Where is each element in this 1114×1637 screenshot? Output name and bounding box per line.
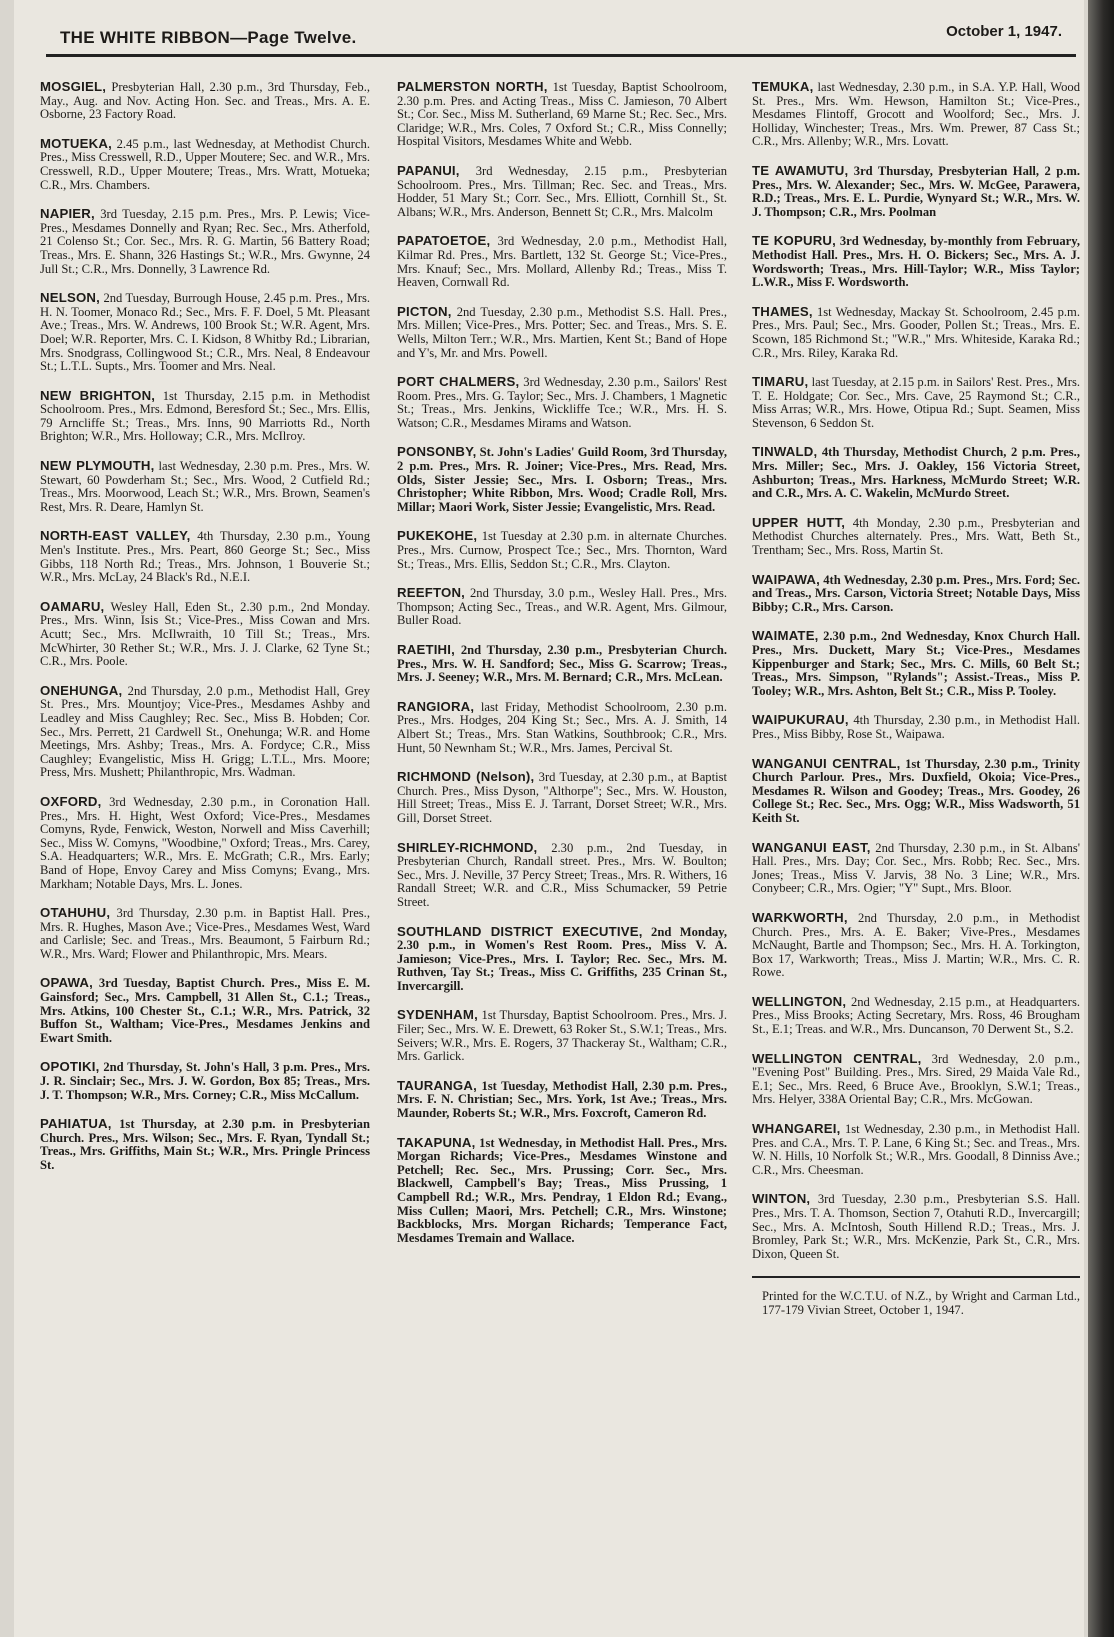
branch-details: 2.30 p.m., 2nd Tuesday, in Presbyterian Church, Randall street. Pres., Mrs. W. Boulton; Sec., Mrs. J. Neville, 37 Percy Street; Treas., Mrs. R. Withers, 16 Randall Street; W.R. and C.R., Miss Schumacker, 59 Petrie Street. (397, 840, 727, 909)
branch-details: 2nd Thursday, 2.30 p.m., Presbyterian Church. Pres., Mrs. W. H. Sandford; Sec., Miss G. Scarrow; Treas., Mrs. J. Seeney; W.R., Mrs. M. Bernard; C.R., Mrs. McLean. (397, 643, 727, 685)
branch-name: TINWALD, (752, 444, 818, 460)
branch-name: TIMARU, (752, 374, 809, 390)
running-head: THE WHITE RIBBON—Page Twelve. (60, 28, 357, 47)
branch-name: TE KOPURU, (752, 233, 837, 249)
branch-name: MOSGIEL, (40, 79, 107, 94)
branch-details: 2nd Thursday, 2.30 p.m., in St. Albans' Hall. Pres., Mrs. Day; Cor. Sec., Mrs. Robb; Rec. Sec., Mrs. Jones; Treas., Miss V. Jarvis, 38 No. 3 Line; W.R., Mrs. Conybeer; C.R., Mrs. Ogier; "Y" Supt., Mrs. Bloor. (752, 840, 1080, 896)
branch-name: NORTH-EAST VALLEY, (40, 528, 191, 544)
branch-name: ONEHUNGA, (40, 682, 123, 698)
branch-details: 1st Tuesday, Methodist Hall, 2.30 p.m. Pres., Mrs. F. N. Christian; Sec., Mrs. York, 1st Ave.; Treas., Mrs. Maunder, Roberts St.; W.R., Mrs. Foxcroft, Cameron Rd. (397, 1078, 727, 1121)
column-3 (752, 80, 1080, 1318)
branch-details: 3rd Wednesday, 2.0 p.m., "Evening Post" Building. Pres., Mrs. Sired, 29 Maida Vale Rd., E.1; Sec., Mrs. Reed, 6 Bruce Ave., Brooklyn, S.W.1; Treas., Mrs. Helyer, 338A Oriental Bay; C.R., Mrs. McGowan. (752, 1051, 1080, 1107)
branch-entry (397, 1079, 727, 1121)
branch-details: 2nd Tuesday, Burrough House, 2.45 p.m. Pres., Mrs. H. N. Toomer, Monaco Rd.; Sec., Mrs. F. F. Doel, 5 Mt. Pleasant Ave.; Treas., Mrs. W. Andrews, 100 Brook St.; W.R. Agent, Mrs. Doel; W.R. Reporter, Mrs. C. I. Kidson, 8 Whitby Rd.; Librarian, Mrs. Snodgrass, Collingwood St.; C.R., Mrs. Neal, 8 Endeavour St.; L.T.L. Supts., Mrs. Toomer and Mrs. Neal. (40, 291, 370, 374)
branch-details: 4th Monday, 2.30 p.m., Presbyterian and Methodist Churches alternately. Pres., Mrs. Watt, Beth St., Trentham; Sec., Mrs. Ross, Martin St. (752, 515, 1080, 558)
branch-details: 2nd Thursday, 2.0 p.m., in Methodist Church. Pres., Mrs. A. E. Baker; Vive-Pres., Mesdames McNaught, Bartle and Thompson; Sec., Mrs. H. A. Torkington, Box 17, Warkworth; Treas., Miss J. Martin; W.R., Mrs. C. R. Rowe. (752, 910, 1081, 980)
branch-entry (397, 445, 727, 514)
branch-entry (397, 80, 727, 149)
column-2 (397, 80, 727, 1260)
branch-entry (40, 1117, 370, 1172)
branch-name: WAIPUKURAU, (752, 712, 849, 728)
branch-details: 3rd Wednesday, 2.30 p.m., Sailors' Rest Room. Pres., Mrs. G. Taylor; Sec., Mrs. J. Chambers, 1 Magnetic St.; Treas., Mrs. Jenkins, Wickliffe Tce.; W.R., Mrs. H. S. Watson; C.R., Mesdames Mirams and Watson. (397, 375, 727, 430)
branch-details: 2.45 p.m., last Wednesday, at Methodist Church. Pres., Miss Cresswell, R.D., Upper Moutere; Sec. and W.R., Mrs. Cresswell, R.D., Upper Moutere; Treas., Mrs. Wratt, Motueka; C.R., Mrs. Chambers. (40, 136, 370, 192)
branch-entry (40, 291, 370, 374)
branch-name: SHIRLEY-RICHMOND, (397, 839, 538, 855)
branch-name: PICTON, (397, 303, 452, 319)
branch-name: REEFTON, (397, 585, 466, 601)
branch-entry (752, 164, 1080, 219)
branch-entry (40, 207, 370, 276)
branch-entry (397, 234, 727, 289)
branch-details: 3rd Tuesday, 2.30 p.m., Presbyterian S.S. Hall. Pres., Mrs. T. A. Thomson, Section 7, Otahuti R.D., Invercargill; Sec., Mrs. A. McIntosh, South Hillend R.D.; Treas., Mrs. J. Bromley, Park St.; W.R., Mrs. McKenzie, Park St., C.R., Mrs. Dixon, Queen St. (752, 1192, 1080, 1261)
branch-details: 2nd Thursday, St. John's Hall, 3 p.m. Pres., Mrs. J. R. Sinclair; Sec., Mrs. J. W. Gordon, Box 85; Treas., Mrs. J. T. Thompson; W.R., Mrs. Corney; C.R., Miss McCallum. (40, 1060, 370, 1102)
branch-name: NEW PLYMOUTH, (40, 458, 155, 474)
branch-name: WELLINGTON CENTRAL, (752, 1050, 922, 1066)
branch-entry (397, 700, 727, 755)
branch-name: OPOTIKI, (40, 1059, 100, 1075)
branch-details: last Friday, Methodist Schoolroom, 2.30 p.m. Pres., Mrs. Hodges, 204 King St.; Sec., Mrs. A. J. Smith, 14 Albert St.; Treas., Mrs. Stan Watkins, Southbrook; C.R., Mrs. Hunt, 50 Newnham St.; W.R., Mrs. James, Percival St. (397, 699, 727, 755)
branch-details: 1st Wednesday, Mackay St. Schoolroom, 2.45 p.m. Pres., Mrs. Paul; Sec., Mrs. Gooder, Pollen St.; Treas., Mrs. E. Scown, 185 Richmond St.; "W.R.," Mrs. Whiteside, Karaka Rd.; C.R., Mrs. Riley, Karaka Rd. (752, 304, 1081, 360)
branch-details: 2nd Thursday, 2.0 p.m., Methodist Hall, Grey St. Pres., Mrs. Mountjoy; Vice-Pres., Mesdames Ashby and Leadley and Miss Caughley; Rec. Sec., Miss B. Hobden; Cor. Sec., Mrs. Perrett, 21 Cardwell St., Onehunga; W.R. and Home Meetings, Mrs. Ashby; Treas., Mrs. A. Fordyce; C.R., Miss Caughley; Evangelistic, Miss H. Grigg; L.T.L., Mrs. Moore; Press, Mrs. Mushett; Philanthropic, Mrs. Wadman. (40, 683, 371, 780)
branch-details: St. John's Ladies' Guild Room, 3rd Thursday, 2 p.m. Pres., Mrs. R. Joiner; Vice-Pres., Mrs. Read, Mrs. Olds, Sister Jessie; Sec., Mrs. I. Osborn; Treas., Mrs. Christopher; White Ribbon, Mrs. Wood; Cradle Roll, Mrs. Millar; Maori Work, Sister Jessie; Evangelistic, Mrs. Read. (397, 445, 728, 514)
branch-name: UPPER HUTT, (752, 514, 846, 530)
branch-details: Wesley Hall, Eden St., 2.30 p.m., 2nd Monday. Pres., Mrs. Winn, Isis St.; Vice-Pres., Miss Cowan and Mrs. Acutt; Sec., Mrs. McIlwraith, 10 Till St.; Treas., Mrs. McWhirter, 30 Rether St.; W.R., Mrs. J. J. Clarke, 62 Tyne St.; C.R., Mrs. Poole. (40, 599, 370, 669)
branch-entry (752, 1122, 1080, 1177)
branch-name: WINTON, (752, 1191, 811, 1207)
branch-name: WHANGAREI, (752, 1121, 841, 1137)
branch-details: 1st Wednesday, 2.30 p.m., in Methodist Hall. Pres. and C.A., Mrs. T. P. Lane, 6 King St.; Sec. and Treas., Mrs. W. N. Hills, 10 Norfolk St.; W.R., Mrs. Goodall, 8 Dinniss Ave.; C.R., Mrs. Cheesman. (752, 1122, 1080, 1177)
branch-name: RANGIORA, (397, 698, 475, 714)
branch-name: PORT CHALMERS, (397, 374, 520, 390)
branch-entry (752, 841, 1080, 896)
branch-name: OPAWA, (40, 975, 93, 991)
branch-name: SOUTHLAND DISTRICT EXECUTIVE, (397, 923, 643, 939)
branch-entry (752, 80, 1080, 149)
branch-name: THAMES, (752, 303, 813, 319)
branch-details: 2.30 p.m., 2nd Wednesday, Knox Church Hall. Pres., Mrs. Duckett, Mary St.; Vice-Pres., Mesdames Kippenburger and Stark; Sec., Mrs. C. Mills, 60 Belt St.; Treas., Mrs. Simpson, "Rylands"; Assist.-Treas., Miss P. Tooley; W.R., Mrs. Ashton, Belt St.; C.R., Miss P. Tooley. (752, 629, 1080, 698)
branch-details: last Wednesday, 2.30 p.m. Pres., Mrs. W. Stewart, 60 Powderham St.; Sec., Mrs. Wood, 2 Cutfield Rd.; Treas., Mrs. Moorwood, Leach St.; W.R., Mrs. Brown, Seamen's Rest, Mrs. R. Deare, Hamlyn St. (40, 459, 370, 514)
branch-details: 1st Thursday, 2.15 p.m. in Methodist Schoolroom. Pres., Mrs. Edmond, Beresford St.; Sec., Mrs. Ellis, 79 Arncliffe St.; Treas., Mrs. Inns, 90 Marriotts Rd., North Brighton; W.R., Mrs. Holloway; C.R., Mrs. McIlroy. (40, 388, 370, 444)
branch-entry (40, 459, 370, 514)
branch-entry (40, 137, 370, 192)
branch-entry (752, 305, 1080, 360)
branch-name: WAIPAWA, (752, 571, 821, 587)
branch-details: 3rd Tuesday, Baptist Church. Pres., Miss E. M. Gainsford; Sec., Mrs. Campbell, 31 Allen St., C.1.; Treas., Mrs. Atkins, 100 Chester St., C.1.; W.R., Mrs. Patrick, 32 Buffon St., Waltham; Vice-Pres., Mesdames Jenkins and Ewart Smith. (40, 976, 370, 1045)
branch-name: WARKWORTH, (752, 909, 848, 925)
branch-details: 3rd Wednesday, 2.0 p.m., Methodist Hall, Kilmar Rd. Pres., Mrs. Bartlett, 132 St. George St.; Vice-Pres., Mrs. Knauf; Sec., Mrs. Mollard, Allenby Rd.; Treas., Miss T. Heaven, Cornwall Rd. (397, 234, 727, 290)
branch-entry (397, 770, 727, 825)
branch-details: 2nd Monday, 2.30 p.m., in Women's Rest Room. Pres., Miss V. A. Jamieson; Vice-Pres., Mrs. I. Taylor; Rec. Sec., Mrs. M. Ruthven, Tay St.; Treas., Miss C. Griffiths, 235 Crinan St., Invercargill. (397, 924, 727, 993)
branch-entry (752, 911, 1080, 980)
branch-entry (397, 586, 727, 628)
branch-name: TAKAPUNA, (397, 1134, 476, 1150)
branch-name: OXFORD, (40, 793, 102, 809)
printer-imprint: Printed for the W.C.T.U. of N.Z., by Wright and Carman Ltd., 177-179 Vivian Street, October 1, 1947. (752, 1276, 1080, 1317)
branch-name: OAMARU, (40, 598, 105, 614)
branch-entry (40, 976, 370, 1045)
branch-details: 1st Thursday, 2.30 p.m., Trinity Church Parlour. Pres., Mrs. Duxfield, Okoia; Vice-Pres., Mesdames R. Wilson and Goodey; Treas., Mrs. Goodey, 26 College St.; Rec. Sec., Mrs. Ogg; W.R., Miss Wadsworth, 51 Keith St. (752, 756, 1080, 825)
header-rule (46, 54, 1076, 57)
branch-name: NEW BRIGHTON, (40, 387, 156, 403)
branch-entry (752, 375, 1080, 430)
branch-name: PUKEKOHE, (397, 528, 478, 544)
branch-entry (397, 643, 727, 685)
branch-entry (397, 925, 727, 994)
branch-name: RICHMOND (Nelson), (397, 769, 535, 785)
branch-name: WANGANUI CENTRAL, (752, 755, 901, 771)
branch-details: 3rd Wednesday, by-monthly from February, Methodist Hall. Pres., Mrs. H. O. Bickers; Sec., Mrs. A. J. Wordsworth; Treas., Mrs. Hill-Taylor; W.R., Miss Taylor; L.W.R., Miss F. Wordsworth. (752, 234, 1080, 290)
branch-details: 3rd Wednesday, 2.30 p.m., in Coronation Hall. Pres., Mrs. H. Hight, West Oxford; Vice-Pres., Mesdames Comyns, Ryde, Fenwick, Weston, Norwell and Miss Caverhill; Sec., Miss W. Comyns, "Woodbine," Oxford; Treas., Mrs. Carey, S.A. Headquarters; W.R., Mrs. E. McGrath; C.R., Mrs. Early; Band of Hope, Envoy Carey and Miss Comyns; Evang., Mrs. Markham; Notable Days, Mrs. L. Jones. (40, 794, 370, 891)
column-1 (40, 80, 370, 1188)
branch-entry (40, 389, 370, 444)
branch-details: 1st Tuesday at 2.30 p.m. in alternate Churches. Pres., Mrs. Curnow, Prospect Tce.; Sec., Mrs. Thornton, Ward St.; Treas., Mrs. Ellis, Seddon St.; C.R., Mrs. Clayton. (397, 529, 727, 571)
branch-details: Presbyterian Hall, 2.30 p.m., 3rd Thursday, Feb., May., Aug. and Nov. Acting Hon. Sec. and Treas., Mrs. A. E. Osborne, 23 Factory Road. (40, 80, 370, 122)
branch-name: NAPIER, (40, 206, 95, 222)
branch-name: SYDENHAM, (397, 1007, 478, 1023)
branch-name: RAETIHI, (397, 642, 456, 657)
branch-details: 1st Wednesday, in Methodist Hall. Pres., Mrs. Morgan Richards; Vice-Pres., Mesdames Winstone and Petchell; Rec. Sec., Mrs. Prussing; Corr. Sec., Mrs. Blackwell, Campbell's Bay; Treas., Miss Prussing, 1 Campbell Rd.; W.R., Mrs. Pendray, 1 Eldon Rd.; Evang., Miss Cullen; Maori, Mrs. Petchell; C.R., Mrs. Winstone; Backblocks, Mrs. Morgan Richards; Temperance Fact, Mesdames Tremain and Wallace. (397, 1135, 727, 1245)
branch-details: 3rd Tuesday, at 2.30 p.m., at Baptist Church. Pres., Miss Dyson, "Althorpe"; Sec., Mrs. W. Houston, Hill Street; Treas., Miss E. J. Tarrant, Dorset Street; W.R., Mrs. Gill, Dorset Street. (397, 770, 727, 825)
issue-date: October 1, 1947. (946, 23, 1062, 40)
branch-entry (40, 795, 370, 891)
branch-name: TE AWAMUTU, (752, 162, 849, 178)
branch-entry (752, 1192, 1080, 1261)
branch-entry (397, 1136, 727, 1246)
branch-entry (752, 573, 1080, 615)
branch-name: OTAHUHU, (40, 905, 111, 921)
branch-name: WANGANUI EAST, (752, 839, 871, 855)
branch-entry (397, 841, 727, 910)
branch-name: PAPANUI, (397, 162, 460, 178)
branch-details: 1st Thursday, Baptist Schoolroom. Pres., Mrs. J. Filer; Sec., Mrs. W. E. Drewett, 63 Roker St., S.W.1; Treas., Mrs. Seivers; W.R., Mrs. E. Rogers, 37 Thackeray St., Waltham; C.R., Mrs. Garlick. (397, 1008, 727, 1064)
branch-entry (397, 1008, 727, 1063)
branch-entry (40, 1060, 370, 1102)
branch-details: 1st Thursday, at 2.30 p.m. in Presbyterian Church. Pres., Mrs. Wilson; Sec., Mrs. F. Ryan, Tyndall St.; Treas., Mrs. Griffiths, Main St.; W.R., Mrs. Pringle Princess St. (40, 1117, 370, 1172)
branch-entry (397, 529, 727, 571)
branch-details: 4th Thursday, 2.30 p.m., Young Men's Institute. Pres., Mrs. Peart, 860 George St.; Sec., Miss Gibbs, 118 North Rd.; Treas., Mrs. Johnson, 1 Bouverie St.; W.R., Mrs. McLay, 24 Black's Rd., N.E.I. (40, 529, 370, 585)
branch-entry (40, 529, 370, 584)
branch-entry (40, 906, 370, 961)
branch-details: 2nd Wednesday, 2.15 p.m., at Headquarters. Pres., Miss Brooks; Acting Secretary, Mrs. Ross, 46 Brougham St., E.1; Treas. and W.R., Mrs. Duncanson, 70 Derwent St., S.2. (752, 994, 1080, 1037)
branch-entry (752, 516, 1080, 558)
branch-entry (40, 684, 370, 780)
branch-details: 3rd Thursday, 2.30 p.m. in Baptist Hall. Pres., Mrs. R. Hughes, Mason Ave.; Vice-Pres., Mesdames West, Ward and Carlisle; Sec. and Treas., Mrs. Beaumont, 5 Fairburn Rd.; W.R., Mrs. Ward; Flower and Philanthropic, Mrs. Mears. (40, 906, 370, 961)
branch-name: PALMERSTON NORTH, (397, 79, 548, 94)
branch-name: PAPATOETOE, (397, 233, 491, 249)
branch-name: PAHIATUA, (40, 1116, 112, 1132)
branch-entry (752, 234, 1080, 289)
branch-details: 4th Wednesday, 2.30 p.m. Pres., Mrs. Ford; Sec. and Treas., Mrs. Carson, Victoria Street; Notable Days, Miss Bibby; C.R., Mrs. Carson. (752, 572, 1080, 614)
branch-entry (397, 305, 727, 360)
branch-name: WAIMATE, (752, 628, 819, 644)
page-edge-shadow (1088, 0, 1114, 1637)
branch-entry (752, 995, 1080, 1037)
branch-details: 4th Thursday, Methodist Church, 2 p.m. Pres., Mrs. Miller; Sec., Mrs. J. Oakley, 156 Victoria Street, Ashburton; Treas., Mrs. Harkness, McMurdo Street; W.R. and C.R., Mrs. A. C. Wakelin, McMurdo Street. (752, 445, 1080, 501)
branch-entry (752, 713, 1080, 741)
branch-name: TEMUKA, (752, 79, 814, 94)
branch-details: last Tuesday, at 2.15 p.m. in Sailors' Rest. Pres., Mrs. T. E. Holdgate; Cor. Sec., Mrs. Cave, 25 Raymond St.; C.R., Miss Arras; W.R., Mrs. Howe, Otipua Rd.; Supt. Seamen, Miss Stevenson, 6 Seddon St. (752, 375, 1080, 430)
branch-name: WELLINGTON, (752, 993, 847, 1009)
branch-name: MOTUEKA, (40, 135, 112, 151)
branch-entry (397, 375, 727, 430)
branch-entry (752, 629, 1080, 698)
branch-entry (752, 445, 1080, 500)
branch-details: 4th Thursday, 2.30 p.m., in Methodist Hall. Pres., Miss Bibby, Rose St., Waipawa. (752, 713, 1080, 741)
branch-entry (40, 600, 370, 669)
branch-entry (397, 164, 727, 219)
branch-name: NELSON, (40, 290, 101, 306)
branch-details: 3rd Tuesday, 2.15 p.m. Pres., Mrs. P. Lewis; Vice-Pres., Mesdames Donnelly and Ryan; Rec. Sec., Mrs. Atherfold, 21 Colenso St.; Cor. Sec., Mrs. R. G. Martin, 56 Battery Road; Treas., Mrs. E. Shann, 326 Hastings St.; W.R., Mrs. Gwynne, 24 Jull St.; C.R., Mrs. Donnelly, 3 Lawrence Rd. (40, 207, 371, 276)
branch-name: TAURANGA, (397, 1077, 477, 1093)
branch-details: 3rd Thursday, Presbyterian Hall, 2 p.m. Pres., Mrs. W. Alexander; Sec., Mrs. W. McGee, Parawera, R.D.; Treas., Mrs. E. L. Purdie, Wynyard St.; W.R., Mrs. W. J. Thompson; C.R., Mrs. Poolman (752, 163, 1081, 219)
branch-details: 2nd Tuesday, 2.30 p.m., Methodist S.S. Hall. Pres., Mrs. Millen; Vice-Pres., Mrs. Potter; Sec. and Treas., Mrs. S. E. Wells, Milton Terr.; W.R., Mrs. Martien, Kent St.; Band of Hope and Y's, Mr. and Mrs. Powell. (397, 304, 727, 360)
branch-name: PONSONBY, (397, 444, 477, 460)
branch-entry (752, 757, 1080, 826)
branch-details: 2nd Thursday, 3.0 p.m., Wesley Hall. Pres., Mrs. Thompson; Acting Sec., Treas., and W.R. Agent, Mrs. Gilmour, Buller Road. (397, 586, 727, 628)
branch-entry (40, 80, 370, 122)
branch-details: 1st Tuesday, Baptist Schoolroom, 2.30 p.m. Pres. and Acting Treas., Miss C. Jamieson, 70 Albert St.; Cor. Sec., Miss M. Sutherland, 69 Marne St.; Rec. Sec., Mrs. Claridge; W.R., Mrs. Coles, 7 Oxford St.; C.R., Miss Connelly; Hospital Visitors, Mesdames White and Webb. (397, 80, 727, 149)
branch-details: 3rd Wednesday, 2.15 p.m., Presbyterian Schoolroom. Pres., Mrs. Tillman; Rec. Sec. and Treas., Mrs. Hodder, 51 Mary St.; Corr. Sec., Mrs. Elliott, Cornhill St., St. Albans; W.R., Mrs. Anderson, Bennett St; C.R., Mrs. Malcolm (397, 163, 727, 219)
branch-details: last Wednesday, 2.30 p.m., in S.A. Y.P. Hall, Wood St. Pres., Mrs. Wm. Hewson, Hamilton St.; Vice-Pres., Mesdames Flintoff, Grocott and Woolford; Sec., Mrs. J. Holliday, Winchester; Treas., Mrs. Wm. Prewer, 87 Cass St.; C.R., Mrs. Allenby; W.R., Mrs. Lovatt. (752, 80, 1080, 149)
branch-entry (752, 1052, 1080, 1107)
